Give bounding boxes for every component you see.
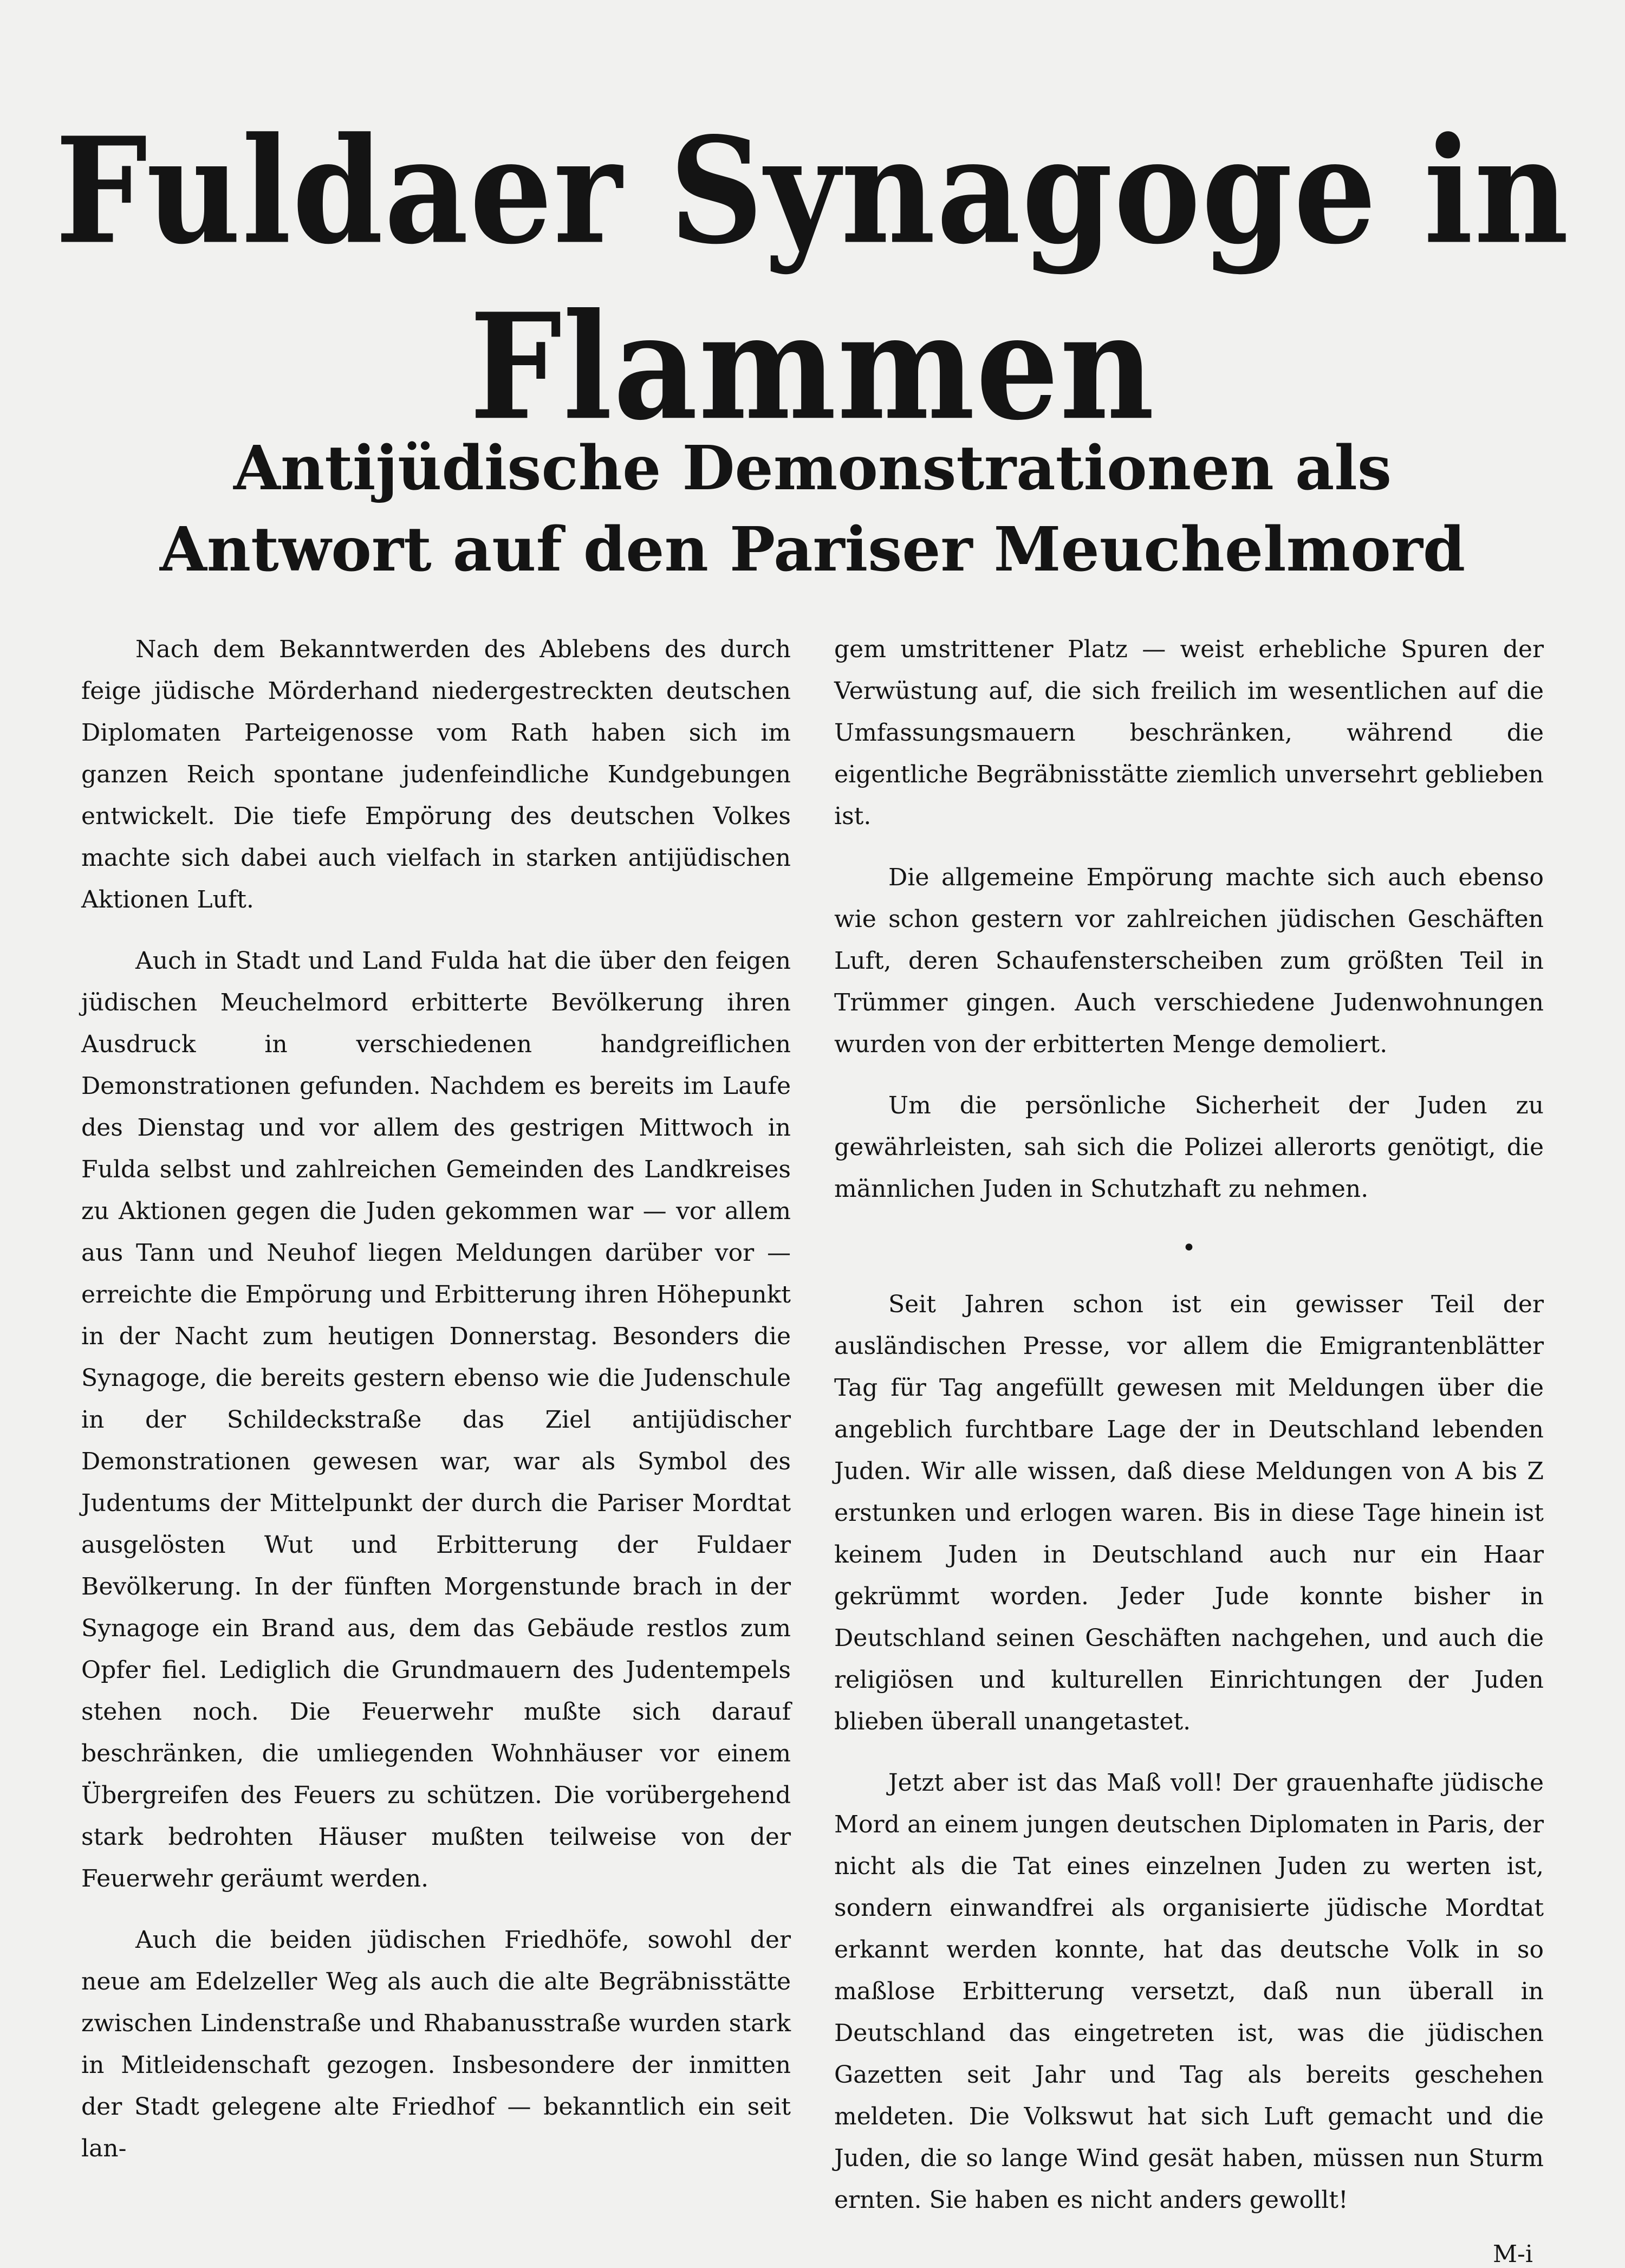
paragraph: Jetzt aber ist das Maß voll! Der grauenhafte jüdische Mord an einem jungen deutschen Diplomaten in Paris, der nicht als die Tat eines einzelnen Juden zu werten ist, sondern einwandfrei als organisierte jüdische Mordtat erkannt werden konnte, hat das deutsche Volk in so maßlose Erbitterung versetzt, daß nun überall in Deutschland das eingetreten ist, was die jüdischen Gazetten seit Jahr und Tag als bereits geschehen meldeten. Die Volkswut hat sich Luft gemacht und die Juden, die so lange Wind gesät haben, müssen nun Sturm ernten. Sie haben es nicht anders gewollt! [834, 1769, 1544, 2214]
section-separator: • [1182, 1234, 1196, 1262]
paragraph: Um die persönliche Sicherheit der Juden zu gewährleisten, sah sich die Polizei allerorts genötigt, die männlichen Juden in Schutzhaft zu nehmen. [834, 1092, 1544, 1203]
paragraph: Die allgemeine Empörung machte sich auch ebenso wie schon gestern vor zahlreichen jüdischen Geschäften Luft, deren Schaufensterscheiben zum größten Teil in Trümmer gingen. Auch verschiedene Judenwohnungen wurden von der erbitterten Menge demoliert. [834, 864, 1544, 1058]
paragraph: Nach dem Bekanntwerden des Ablebens des durch feige jüdische Mörderhand niedergestreckten deutschen Diplomaten Parteigenosse vom Rath haben sich im ganzen Reich spontane judenfeindliche Kundgebungen entwickelt. Die tiefe Empörung des deutschen Volkes machte sich dabei auch vielfach in starken antijüdischen Aktionen Luft. [81, 636, 791, 913]
paragraph: Auch die beiden jüdischen Friedhöfe, sowohl der neue am Edelzeller Weg als auch die alte Begräbnisstätte zwischen Lindenstraße und Rhabanusstraße wurden stark in Mitleidenschaft gezogen. Insbesondere der inmitten der Stadt gelegene alte Friedhof — bekanntlich ein seit lan- [81, 1926, 791, 2162]
headline: Fuldaer Synagoge in Flammen [55, 105, 1570, 453]
left-column [81, 628, 791, 2268]
paragraph-continuation: gem umstrittener Platz — weist erhebliche Spuren der Verwüstung auf, die sich freilich im wesentlichen auf die Umfassungsmauern beschränken, während die eigentliche Begräbnisstätte ziemlich unversehrt geblieben ist. [834, 636, 1544, 830]
article-columns [49, 628, 1576, 2268]
subheadline: Antijüdische Demonstrationen als Antwort auf den Pariser Meuchelmord [159, 433, 1466, 585]
paragraph: Seit Jahren schon ist ein gewisser Teil der ausländischen Presse, vor allem die Emigrantenblätter Tag für Tag angefüllt gewesen mit Meldungen über die angeblich furchtbare Lage der in Deutschland lebenden Juden. Wir alle wissen, daß diese Meldungen von A bis Z erstunken und erlogen waren. Bis in diese Tage hinein ist keinem Juden in Deutschland auch nur ein Haar gekrümmt worden. Jeder Jude konnte bisher in Deutschland seinen Geschäften nachgehen, und auch die religiösen und kulturellen Einrichtungen der Juden blieben überall unangetastet. [834, 1291, 1544, 1735]
right-column [834, 628, 1544, 2268]
author-signature: M-i [1493, 2240, 1533, 2268]
paragraph: Auch in Stadt und Land Fulda hat die über den feigen jüdischen Meuchelmord erbitterte Bevölkerung ihren Ausdruck in verschiedenen handgreiflichen Demonstrationen gefunden. Nachdem es bereits im Laufe des Dienstag und vor allem des gestrigen Mittwoch in Fulda selbst und zahlreichen Gemeinden des Landkreises zu Aktionen gegen die Juden gekommen war — vor allem aus Tann und Neuhof liegen Meldungen darüber vor — erreichte die Empörung und Erbitterung ihren Höhepunkt in der Nacht zum heutigen Donnerstag. Besonders die Synagoge, die bereits gestern ebenso wie die Judenschule in der Schildeckstraße das Ziel antijüdischer Demonstrationen gewesen war, war als Symbol des Judentums der Mittelpunkt der durch die Pariser Mordtat ausgelösten Wut und Erbitterung der Fuldaer Bevölkerung. In der fünften Morgenstunde brach in der Synagoge ein Brand aus, dem das Gebäude restlos zum Opfer fiel. Lediglich die Grundmauern des Judentempels stehen noch. Die Feuerwehr mußte sich darauf beschränken, die umliegenden Wohnhäuser vor einem Übergreifen des Feuers zu schützen. Die vorübergehend stark bedrohten Häuser mußten teilweise von der Feuerwehr geräumt werden. [81, 947, 791, 1893]
